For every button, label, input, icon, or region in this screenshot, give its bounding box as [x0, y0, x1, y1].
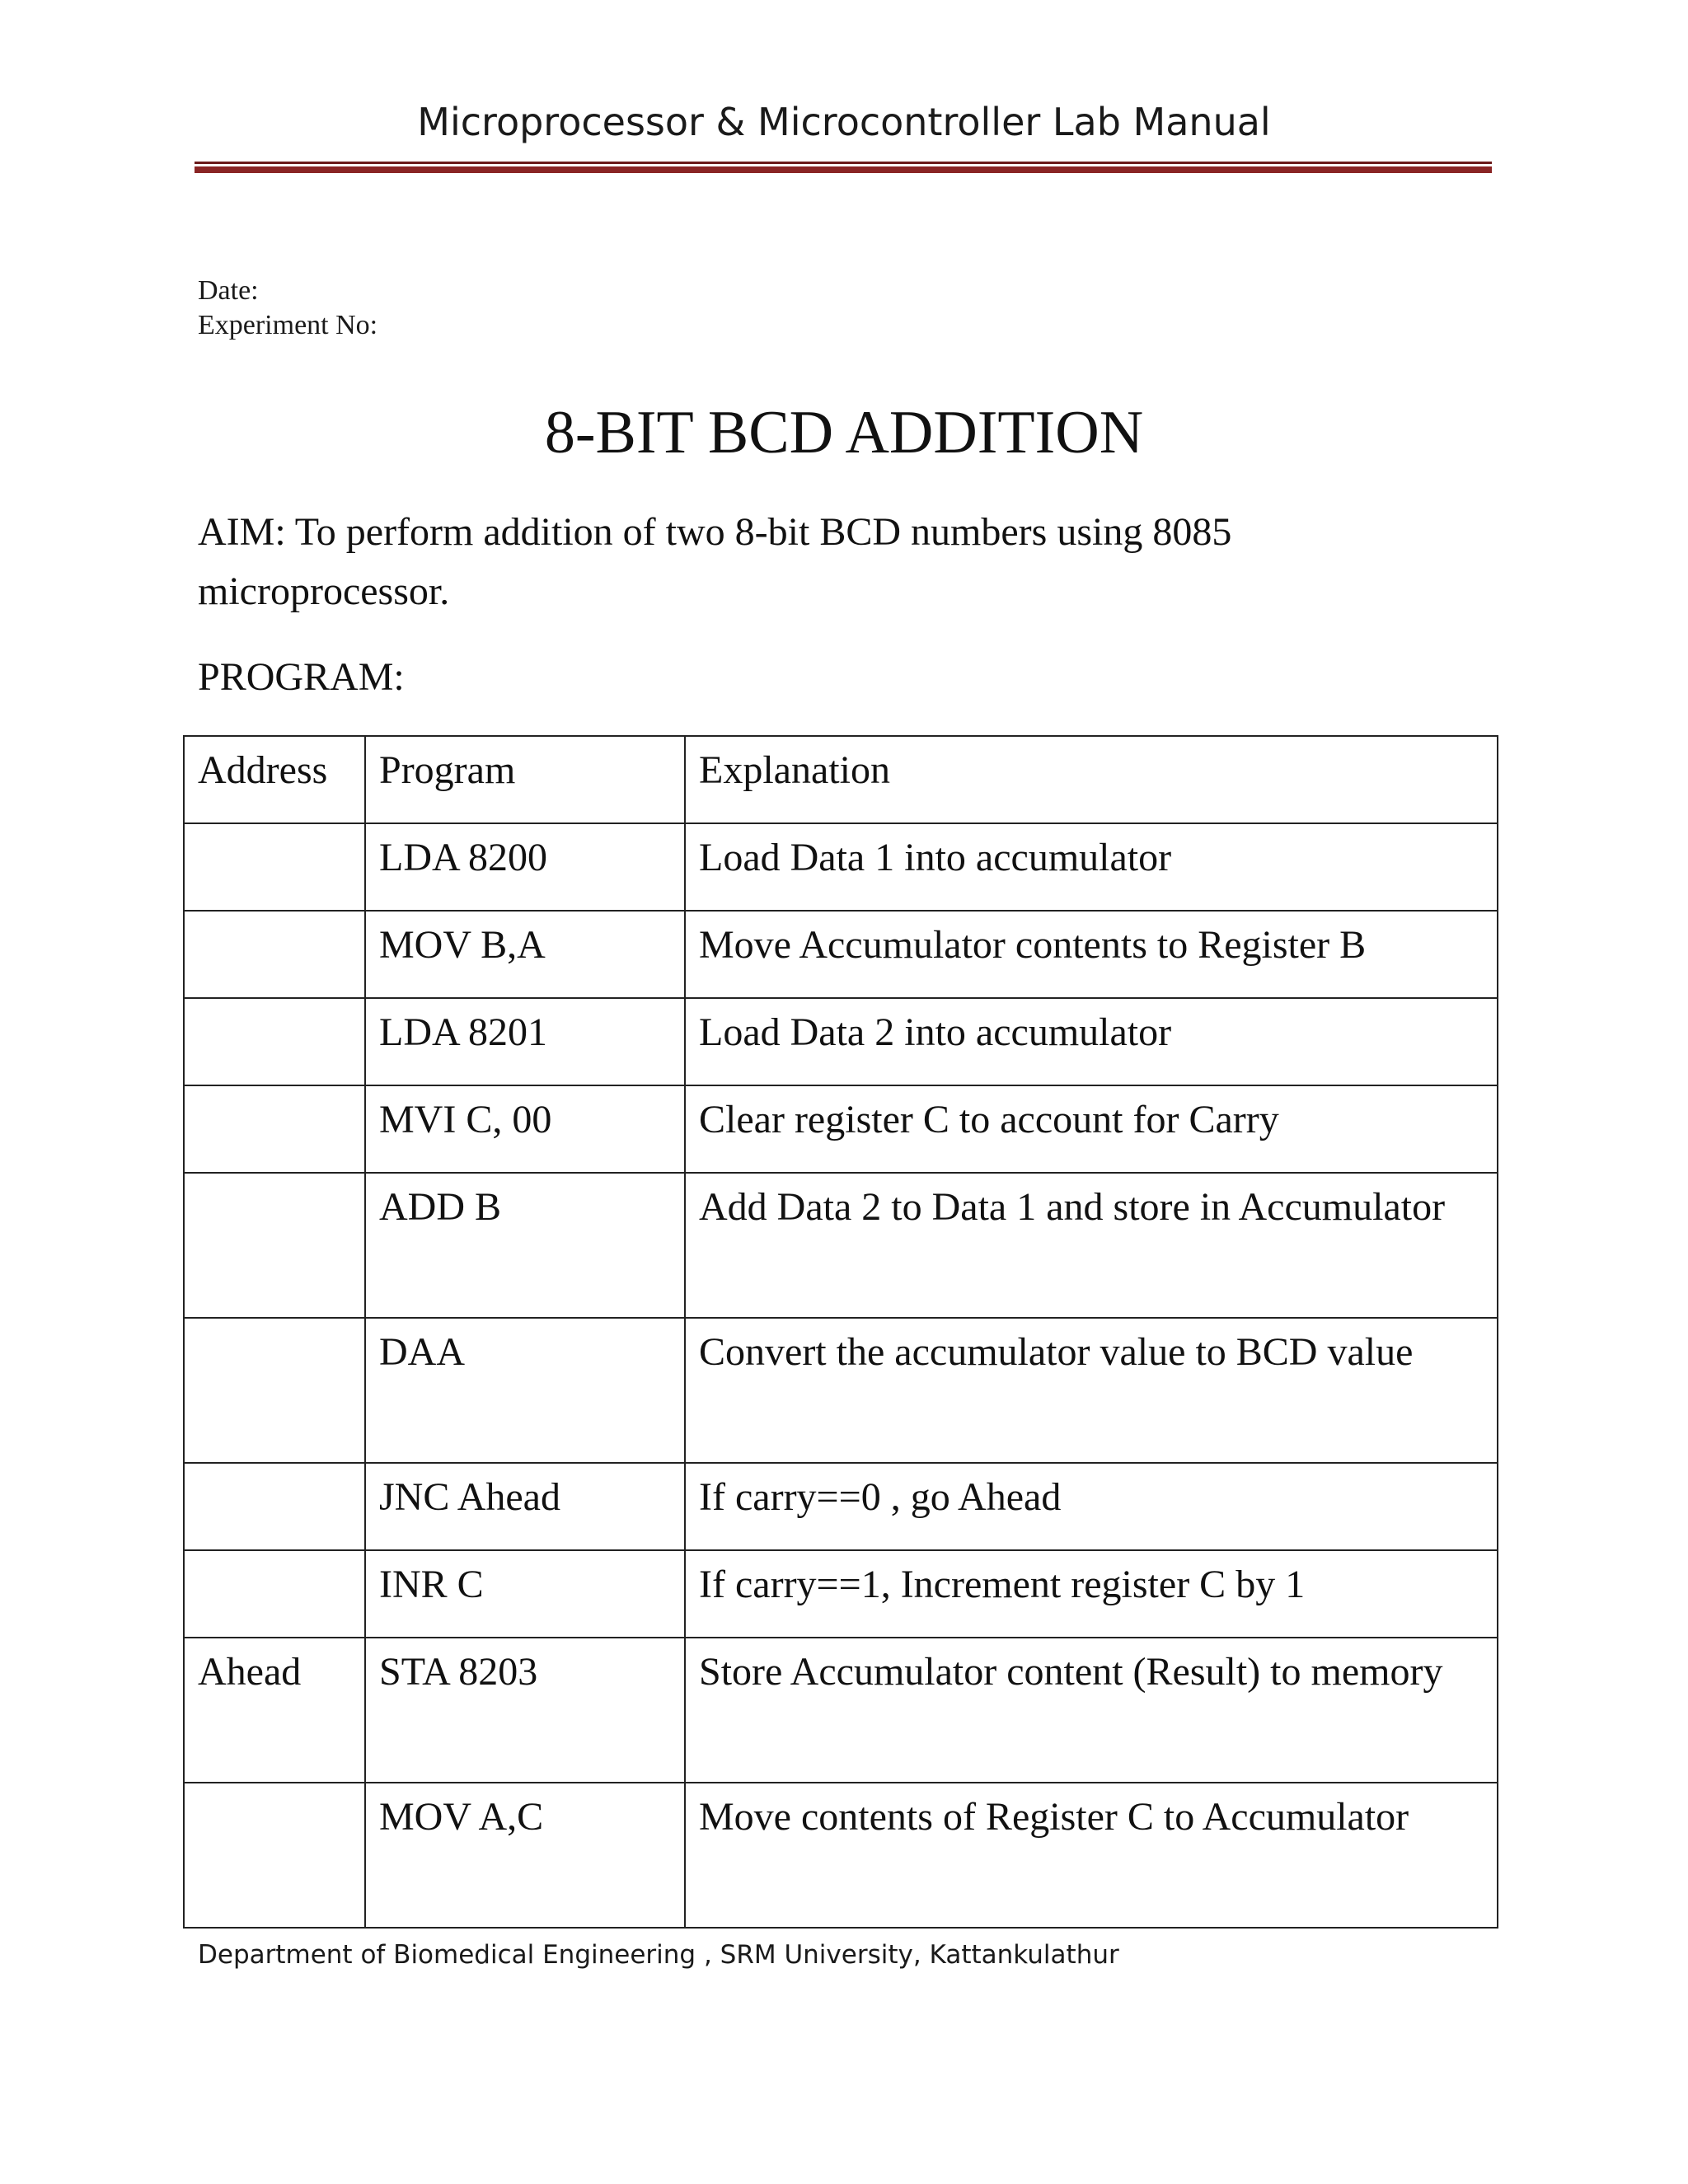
header-title: Microprocessor & Microcontroller Lab Manual [417, 100, 1271, 144]
address-cell [184, 1783, 365, 1928]
program-cell: STA 8203 [365, 1638, 685, 1783]
address-cell [184, 911, 365, 998]
column-header-address: Address [184, 736, 365, 823]
explanation-cell: Convert the accumulator value to BCD value [685, 1318, 1498, 1463]
experiment-title: 8-BIT BCD ADDITION [544, 399, 1144, 466]
address-cell [184, 1085, 365, 1173]
experiment-number-label: Experiment No: [198, 310, 378, 340]
aim-statement: AIM: To perform addition of two 8-bit BCD numbers using 8085 microprocessor. [198, 510, 1232, 613]
header-rule-thick [195, 166, 1492, 173]
program-cell: LDA 8200 [365, 823, 685, 911]
table-row [184, 1463, 1498, 1550]
address-cell: Ahead [184, 1638, 365, 1783]
table-row [184, 1318, 1498, 1463]
explanation-cell: Move contents of Register C to Accumulator [685, 1783, 1498, 1928]
table-row [184, 823, 1498, 911]
table-row [184, 911, 1498, 998]
address-cell [184, 1463, 365, 1550]
address-cell [184, 1550, 365, 1638]
table-row [184, 998, 1498, 1085]
address-cell [184, 823, 365, 911]
program-cell: LDA 8201 [365, 998, 685, 1085]
address-cell [184, 1173, 365, 1318]
table-row [184, 1173, 1498, 1318]
explanation-cell: Store Accumulator content (Result) to memory [685, 1638, 1498, 1783]
column-header-explanation: Explanation [685, 736, 1498, 823]
program-cell: ADD B [365, 1173, 685, 1318]
table-row [184, 1550, 1498, 1638]
table-row [184, 1638, 1498, 1783]
address-cell [184, 1318, 365, 1463]
explanation-cell: Load Data 2 into accumulator [685, 998, 1498, 1085]
header-rule-thin [195, 162, 1492, 164]
explanation-cell: If carry==0 , go Ahead [685, 1463, 1498, 1550]
table-header-row [184, 736, 1498, 823]
date-label: Date: [198, 275, 259, 306]
table-row [184, 1783, 1498, 1928]
explanation-cell: If carry==1, Increment register C by 1 [685, 1550, 1498, 1638]
program-cell: DAA [365, 1318, 685, 1463]
explanation-cell: Move Accumulator contents to Register B [685, 911, 1498, 998]
explanation-cell: Add Data 2 to Data 1 and store in Accumulator [685, 1173, 1498, 1318]
explanation-cell: Clear register C to account for Carry [685, 1085, 1498, 1173]
page-footer: Department of Biomedical Engineering , SRM University, Kattankulathur [198, 1940, 1119, 1970]
program-cell: INR C [365, 1550, 685, 1638]
column-header-program: Program [365, 736, 685, 823]
explanation-cell: Load Data 1 into accumulator [685, 823, 1498, 911]
program-cell: MVI C, 00 [365, 1085, 685, 1173]
table-row [184, 1085, 1498, 1173]
address-cell [184, 998, 365, 1085]
program-table [183, 735, 1498, 1929]
program-label: PROGRAM: [198, 655, 405, 699]
program-cell: MOV A,C [365, 1783, 685, 1928]
program-cell: MOV B,A [365, 911, 685, 998]
program-cell: JNC Ahead [365, 1463, 685, 1550]
